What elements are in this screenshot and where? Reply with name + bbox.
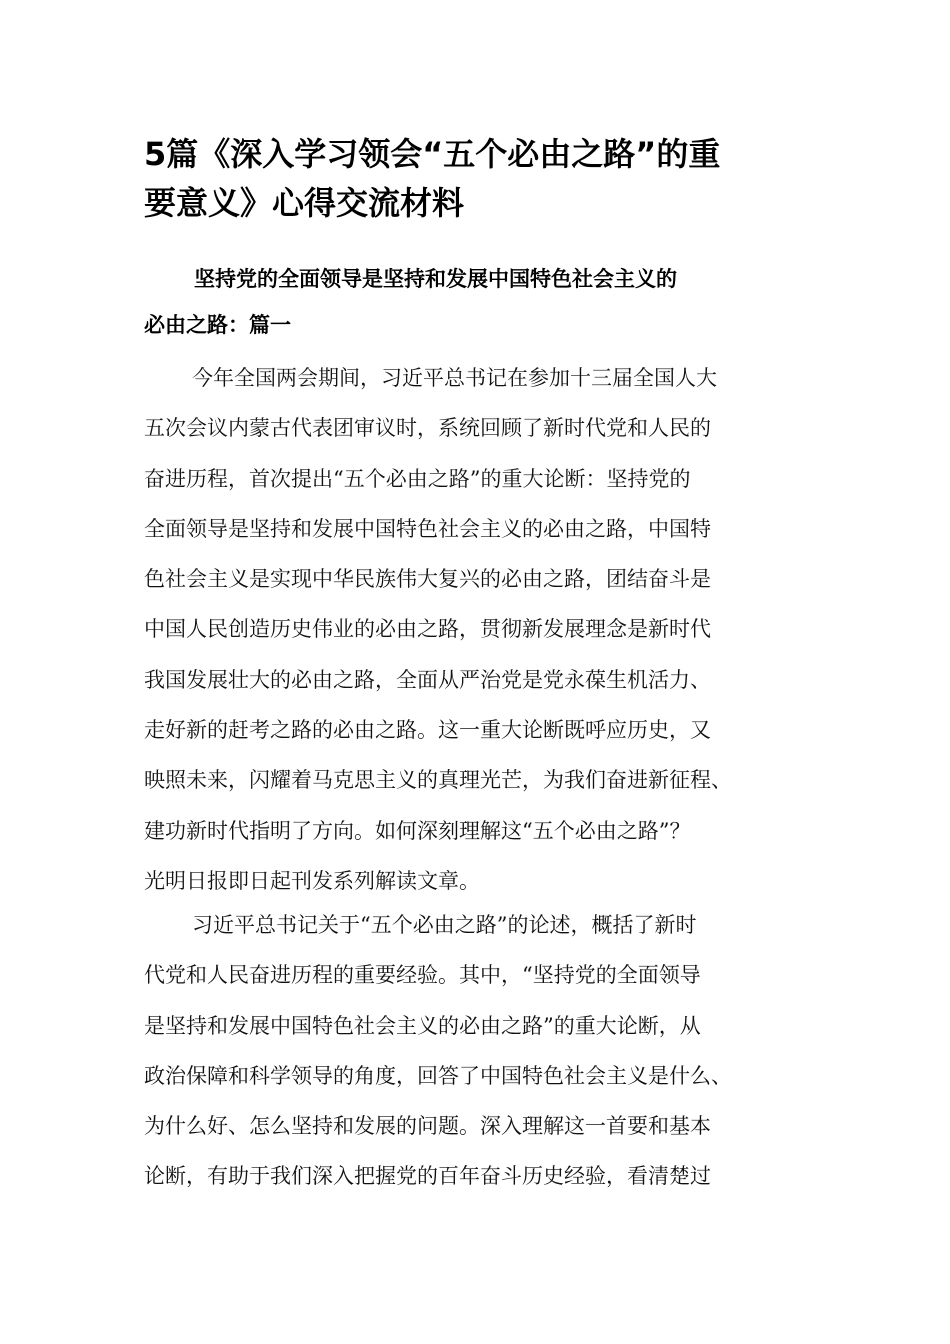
paragraph-line: 为什么好、怎么坚持和发展的问题。深入理解这一首要和基本 — [144, 1114, 711, 1139]
paragraph-line: 习近平总书记关于“五个必由之路”的论述，概括了新时 — [192, 913, 697, 937]
paragraph-line: 五次会议内蒙古代表团审议时，系统回顾了新时代党和人民的 — [144, 416, 711, 441]
paragraph-line: 映照未来，闪耀着马克思主义的真理光芒，为我们奋进新征程、 — [144, 768, 732, 793]
paragraph-line: 论断，有助于我们深入把握党的百年奋斗历史经验，看清楚过 — [144, 1164, 711, 1189]
paragraph-line: 走好新的赶考之路的必由之路。这一重大论断既呼应历史，又 — [144, 718, 711, 743]
body-paragraph-2 — [144, 900, 814, 1202]
paragraph-line: 全面领导是坚持和发展中国特色社会主义的必由之路，中国特 — [144, 516, 711, 541]
section-heading-line: 坚持党的全面领导是坚持和发展中国特色社会主义的 — [194, 267, 677, 291]
paragraph-line: 是坚持和发展中国特色社会主义的必由之路”的重大论断，从 — [144, 1013, 701, 1038]
title-line: 要意义》心得交流材料 — [144, 184, 465, 222]
body-paragraph-1 — [144, 353, 814, 906]
paragraph-line: 色社会主义是实现中华民族伟大复兴的必由之路，团结奋斗是 — [144, 567, 711, 592]
title-line: 5篇《深入学习领会“五个必由之路”的重 — [144, 135, 721, 173]
paragraph-line: 代党和人民奋进历程的重要经验。其中，“坚持党的全面领导 — [144, 963, 701, 988]
section-heading-line: 必由之路：篇一 — [144, 313, 291, 337]
paragraph-line: 奋进历程，首次提出“五个必由之路”的重大论断：坚持党的 — [144, 466, 691, 491]
paragraph-line: 今年全国两会期间，习近平总书记在参加十三届全国人大 — [192, 366, 717, 390]
paragraph-line: 政治保障和科学领导的角度，回答了中国特色社会主义是什么、 — [144, 1063, 732, 1088]
paragraph-line: 光明日报即日起刊发系列解读文章。 — [144, 868, 480, 893]
paragraph-line: 中国人民创造历史伟业的必由之路，贯彻新发展理念是新时代 — [144, 617, 711, 642]
paragraph-line: 我国发展壮大的必由之路，全面从严治党是党永葆生机活力、 — [144, 667, 711, 692]
section-heading — [144, 256, 814, 348]
document-title — [144, 130, 814, 228]
paragraph-line: 建功新时代指明了方向。如何深刻理解这“五个必由之路”？ — [144, 818, 691, 843]
